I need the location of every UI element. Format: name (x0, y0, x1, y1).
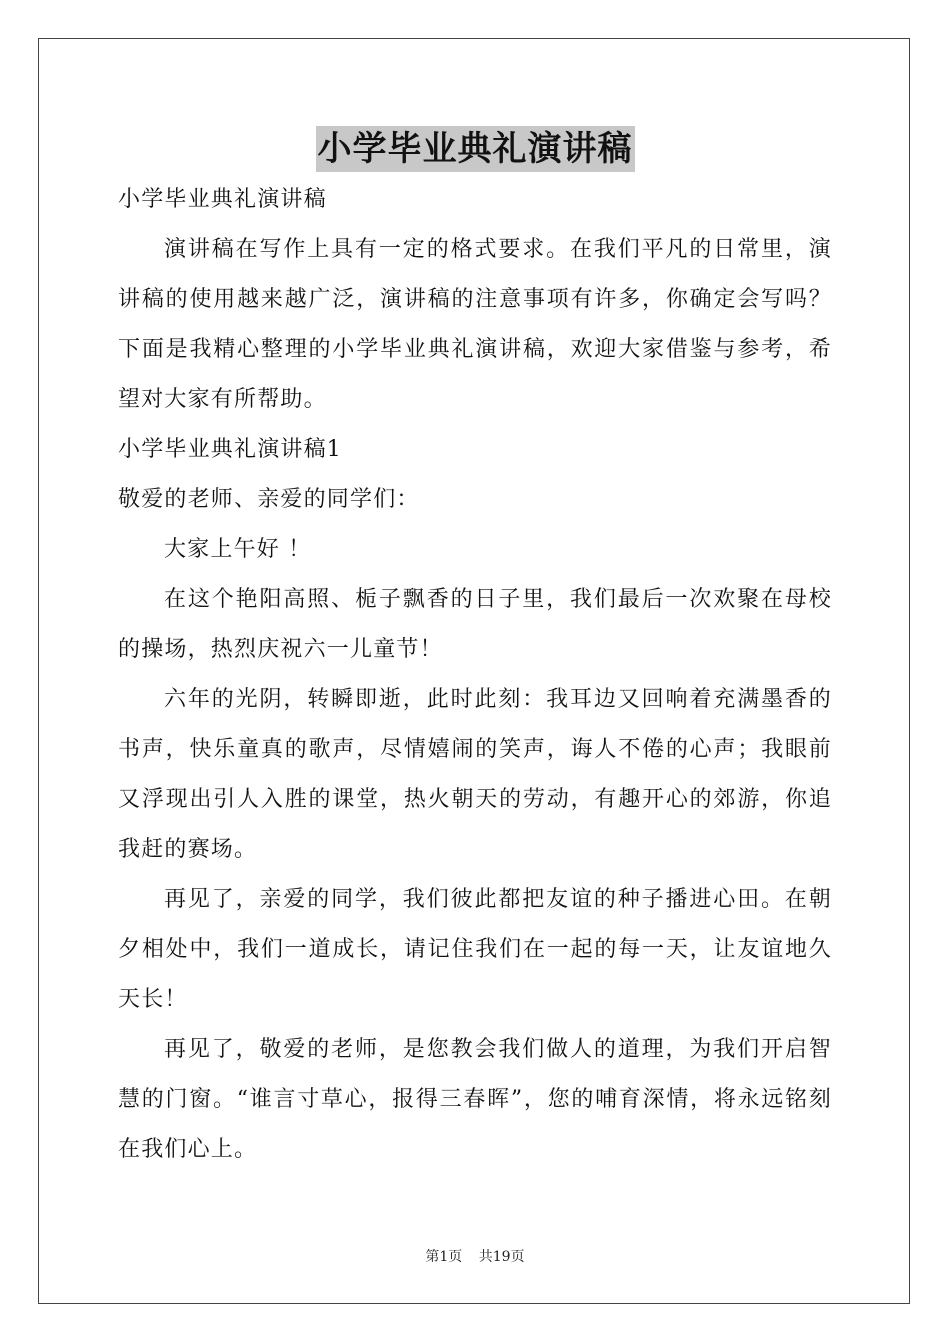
salutation: 敬爱的老师、亲爱的同学们： (118, 487, 420, 512)
document-title: 小学毕业典礼演讲稿 (316, 126, 635, 172)
paragraph: 小学毕业典礼演讲稿 (118, 187, 327, 212)
page-footer (0, 1247, 950, 1267)
paragraph: 在这个艳阳高照、栀子飘香的日子里，我们最后一次欢聚在母校的操场，热烈庆祝六一儿童节！ (118, 587, 832, 662)
paragraph: 六年的光阴，转瞬即逝，此时此刻：我耳边又回响着充满墨香的书声，快乐童真的歌声，尽情嬉闹的笑声，诲人不倦的心声；我眼前又浮现出引人入胜的课堂，热火朝天的劳动，有趣开心的郊游，你追我赶的赛场。 (118, 687, 832, 862)
title-area (0, 126, 950, 172)
paragraph: 大家上午好 ！ (164, 537, 312, 562)
paragraph: 再见了，敬爱的老师，是您教会我们做人的道理，为我们开启智慧的门窗。“谁言寸草心，报得三春晖”，您的哺育深情，将永远铭刻在我们心上。 (118, 1037, 832, 1162)
section-heading: 小学毕业典礼演讲稿1 (118, 437, 342, 462)
paragraph: 再见了，亲爱的同学，我们彼此都把友谊的种子播进心田。在朝夕相处中，我们一道成长，请记住我们在一起的每一天，让友谊地久天长！ (118, 887, 832, 1012)
paragraph: 演讲稿在写作上具有一定的格式要求。在我们平凡的日常里，演讲稿的使用越来越广泛，演讲稿的注意事项有许多，你确定会写吗？下面是我精心整理的小学毕业典礼演讲稿，欢迎大家借鉴与参考，希望对大家有所帮助。 (118, 237, 832, 412)
document-body (118, 175, 832, 1175)
page-total: 共19页 (478, 1249, 525, 1265)
page-number: 第1页 (425, 1249, 463, 1265)
